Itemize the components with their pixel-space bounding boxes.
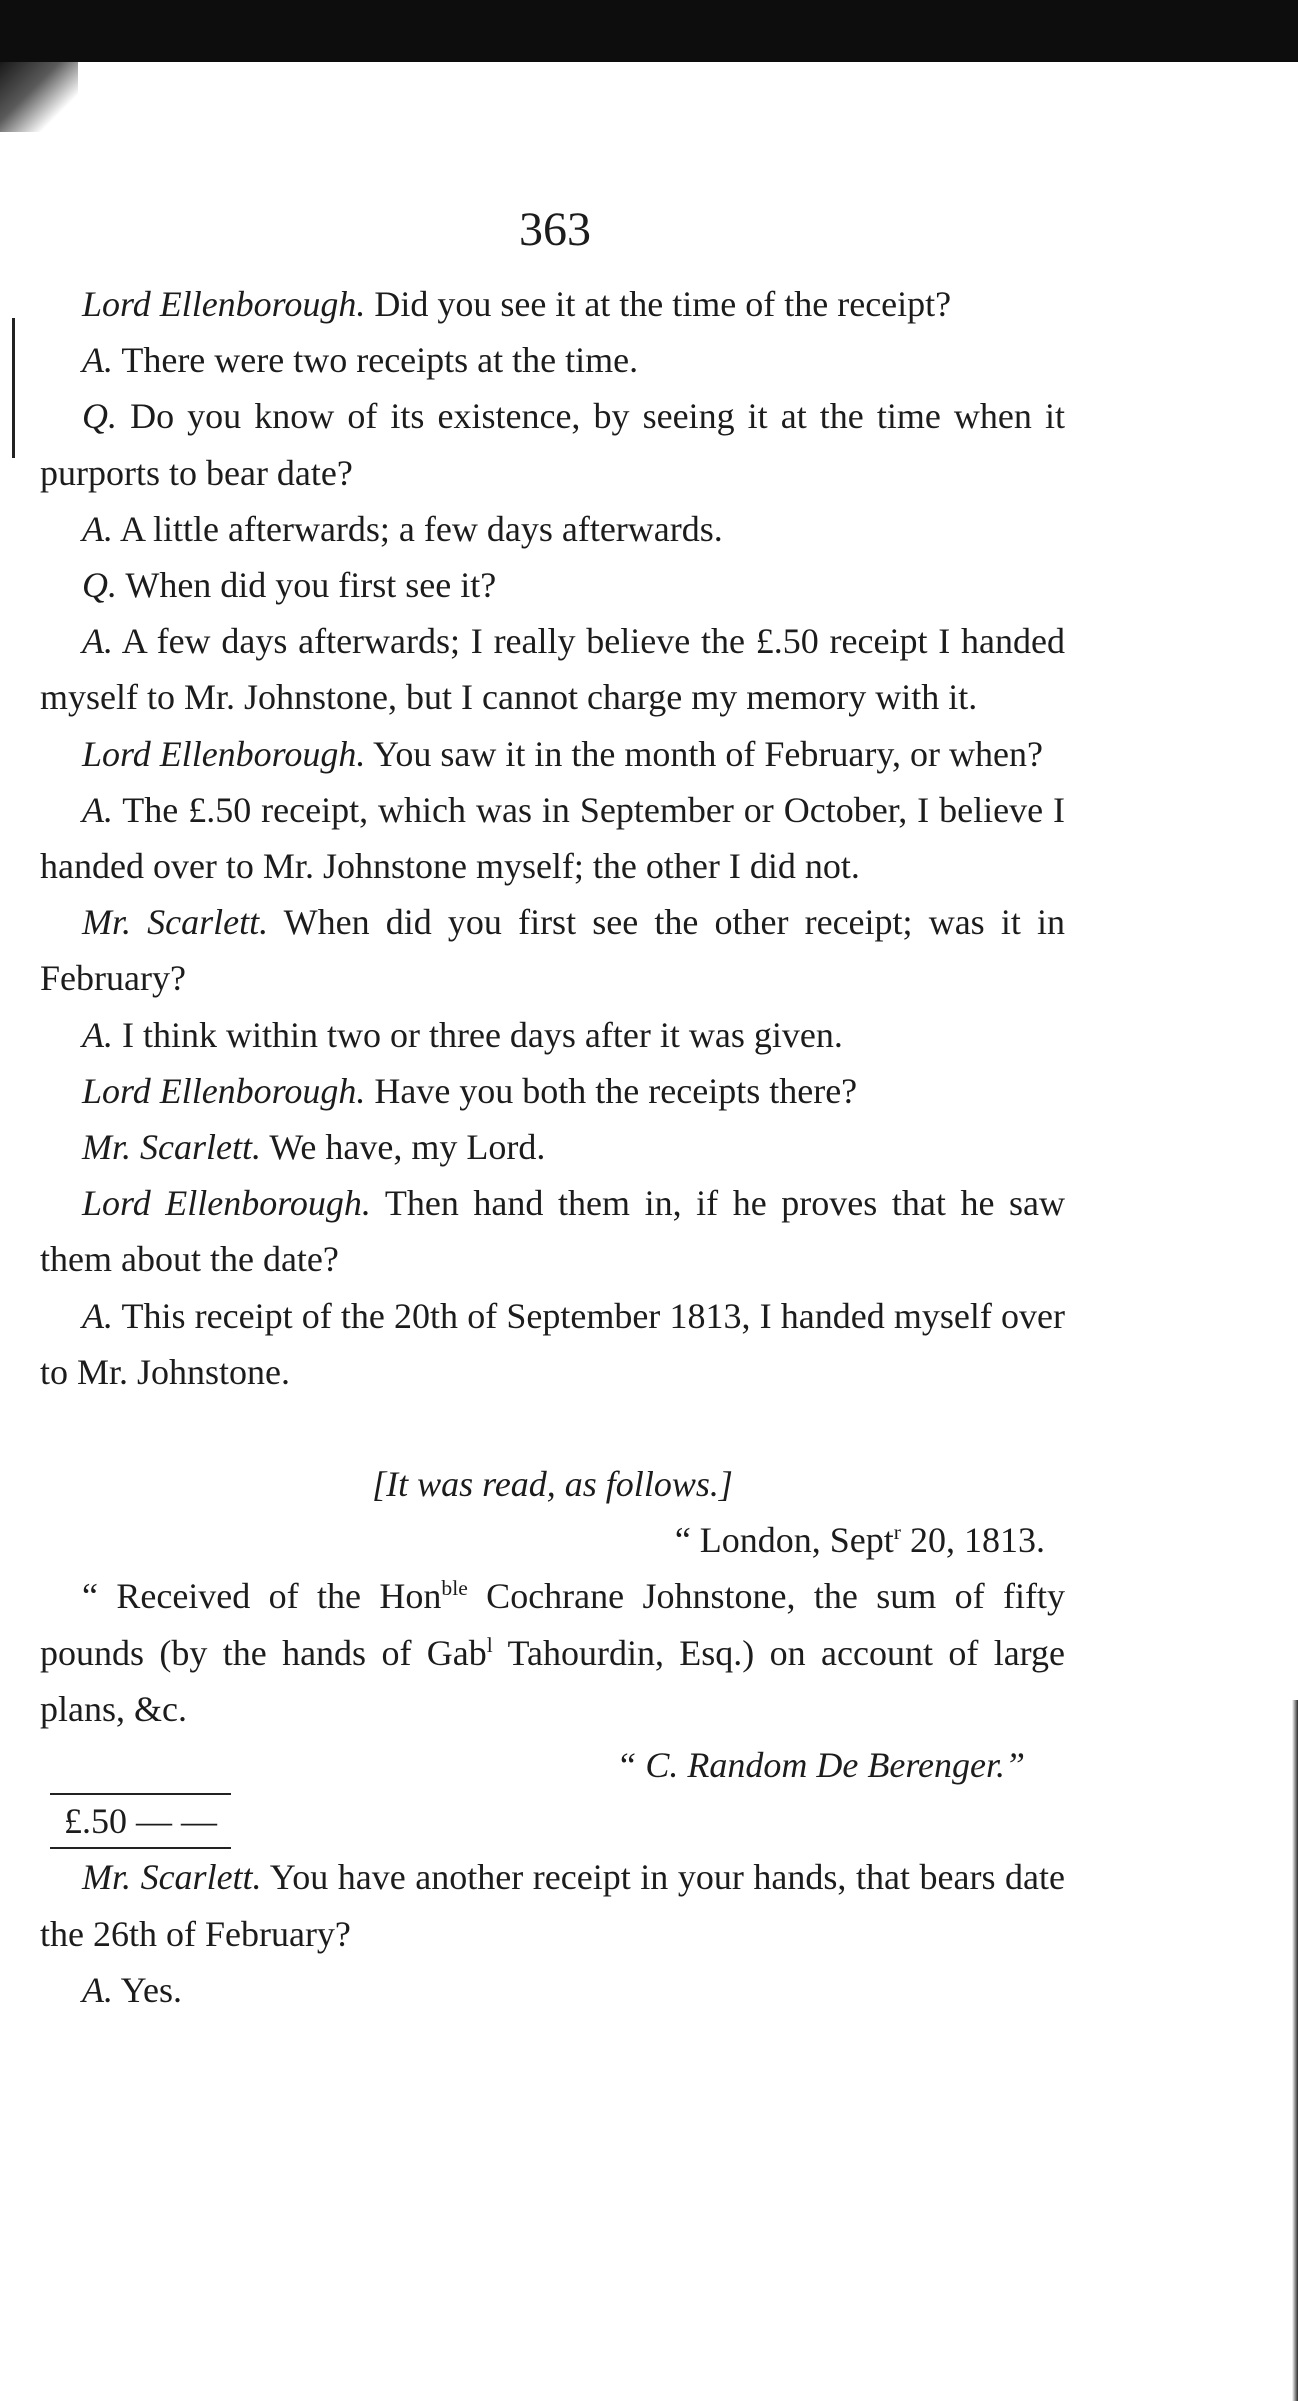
dialogue-paragraph: Mr. Scarlett. You have another receipt in your hands, that bears date the 26th of February?: [40, 1857, 1066, 1954]
scan-edge-shadow: [1292, 1700, 1298, 2401]
scan-corner-shadow: [0, 62, 78, 132]
dialogue-paragraph: A. A few days afterwards; I really believe the £.50 receipt I handed myself to Mr. Johnstone, but I cannot charge my memory with it.: [40, 621, 1065, 718]
dialogue-paragraph: Lord Ellenborough. Have you both the receipts there?: [82, 1070, 858, 1111]
page-body: [40, 276, 1065, 2018]
dialogue-paragraph: Lord Ellenborough. You saw it in the month of February, or when?: [82, 733, 1043, 774]
dialogue-paragraph: Lord Ellenborough. Did you see it at the time of the receipt?: [82, 284, 952, 324]
dialogue-paragraph: A. A little afterwards; a few days afterwards.: [82, 508, 723, 549]
receipt-body: “ Received of the Hon$^{ble}$ Cochrane Johnstone, the sum of fifty pounds (by the hands of Gab$^l$ Tahourdin, Esq.) on account of large plans, &c.: [40, 1576, 1065, 1729]
dialogue-paragraph: A. The £.50 receipt, which was in September or October, I believe I handed over to Mr. Johnstone myself; the other I did not.: [40, 789, 1065, 887]
dialogue-paragraph: A. I think within two or three days after it was given.: [82, 1014, 843, 1055]
read-note: [It was read, as follows.]: [372, 1464, 733, 1505]
dialogue-paragraph: A. Yes.: [82, 1969, 183, 2010]
receipt-dateline: “ London, Sept$^r$ 20, 1813.: [674, 1520, 1045, 1561]
receipt-signature: “ C. Random De Berenger.”: [616, 1745, 1025, 1786]
dialogue-paragraph: Q. Do you know of its existence, by seeing it at the time when it purports to bear date?: [40, 396, 1065, 493]
dialogue-paragraph: Q. When did you first see it?: [82, 565, 497, 606]
receipt-amount-line: [40, 1793, 1065, 1849]
dialogue-paragraph: A. This receipt of the 20th of September 1813, I handed myself over to Mr. Johnstone.: [40, 1295, 1065, 1392]
spacer: [40, 1400, 1065, 1456]
receipt-amount: £.50 — —: [50, 1793, 231, 1849]
dialogue-paragraph: A. There were two receipts at the time.: [82, 340, 639, 381]
dialogue-paragraph: Lord Ellenborough. Then hand them in, if he proves that he saw them about the date?: [40, 1183, 1065, 1280]
scan-top-band: [0, 0, 1298, 62]
dialogue-paragraph: Mr. Scarlett. When did you first see the other receipt; was it in February?: [40, 902, 1065, 999]
page-number: 363: [519, 203, 591, 256]
margin-mark: [12, 318, 15, 458]
dialogue-paragraph: Mr. Scarlett. We have, my Lord.: [82, 1127, 546, 1168]
